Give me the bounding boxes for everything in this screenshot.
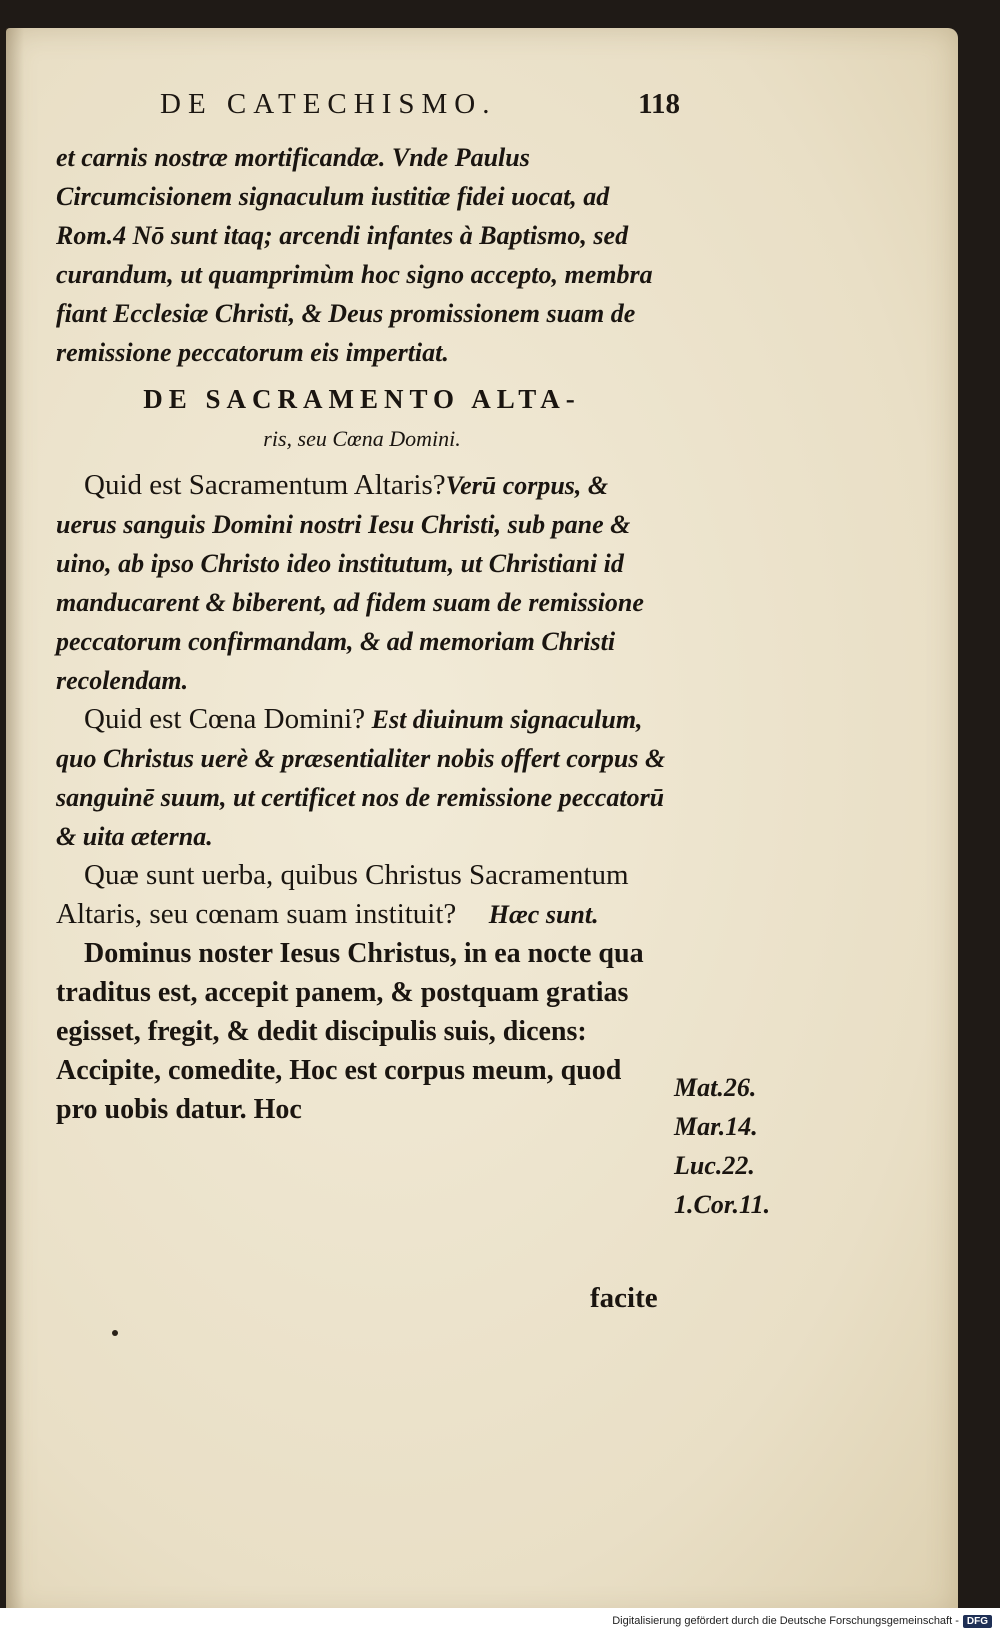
ink-spot xyxy=(112,1330,118,1336)
question-text: Quæ sunt uerba, quibus Christus Sacramentum Altaris, seu cœnam suam instituit? xyxy=(56,859,629,930)
paragraph-baptism-conclusion: et carnis nostræ mortificandæ. Vnde Paulus Circumcisionem signaculum iustitiæ fidei uocat, ad Rom.4 Nō sunt itaq; arcendi infantes à Baptismo, sed curandum, ut quamprimùm hoc signo accepto, membra fiant Ecclesiæ Christi, & Deus promissionem suam de remissione peccatorum eis impertiat. xyxy=(56,143,653,367)
question-text: Quid est Cœna Domini? xyxy=(84,703,366,735)
qa-item xyxy=(56,466,668,700)
answer-text: Est diuinum signaculum, quo Christus uerè & præsentialiter nobis offert corpus & sanguinē suum, ut certificet nos de remissione peccatorū & uita æterna. xyxy=(56,705,666,851)
question-text: Quid est Sacramentum Altaris? xyxy=(84,469,446,501)
page-spine-shadow xyxy=(6,28,24,1618)
verba-institutionis xyxy=(56,934,668,1129)
answer-text: Verū corpus, & uerus sanguis Domini nostri Iesu Christi, sub pane & uino, ab ipso Christo ideo institutum, ut Christiani id manducarent & biberent, ad fidem suam de remissione peccatorum confirmandam, & ad memoriam Christi recolendam. xyxy=(56,471,644,695)
marginal-reference: 1.Cor.11. xyxy=(674,1190,771,1219)
running-head: DE CATECHISMO. xyxy=(160,88,497,120)
main-text-block xyxy=(56,138,668,1129)
marginal-reference: Luc.22. xyxy=(674,1151,755,1180)
footer-credit: Digitalisierung gefördert durch die Deutsche Forschungsgemeinschaft - xyxy=(612,1615,959,1627)
qa-item xyxy=(56,856,668,934)
section-heading: DE SACRAMENTO ALTA- xyxy=(143,384,581,414)
section-subheading: ris, seu Cœna Domini. xyxy=(263,426,461,451)
qa-item xyxy=(56,700,668,856)
catchword: facite xyxy=(590,1282,658,1314)
dfg-logo-icon: DFG xyxy=(963,1615,992,1628)
answer-text: Hæc sunt. xyxy=(488,900,599,929)
marginal-reference: Mat.26. xyxy=(674,1073,757,1102)
inline-catchword: Hoc xyxy=(253,1094,302,1125)
verba-text: Dominus noster Iesus Christus, in ea nocte qua traditus est, accepit panem, & postquam gratias egisset, fregit, & dedit discipulis suis, dicens: Accipite, comedite, Hoc est corpus meum, quod pro uobis datur. xyxy=(56,938,644,1125)
digitization-footer xyxy=(0,1608,1000,1634)
marginal-reference: Mar.14. xyxy=(674,1112,758,1141)
page-header xyxy=(160,88,680,121)
marginal-references xyxy=(674,1068,814,1224)
page-number: 118 xyxy=(638,88,680,120)
